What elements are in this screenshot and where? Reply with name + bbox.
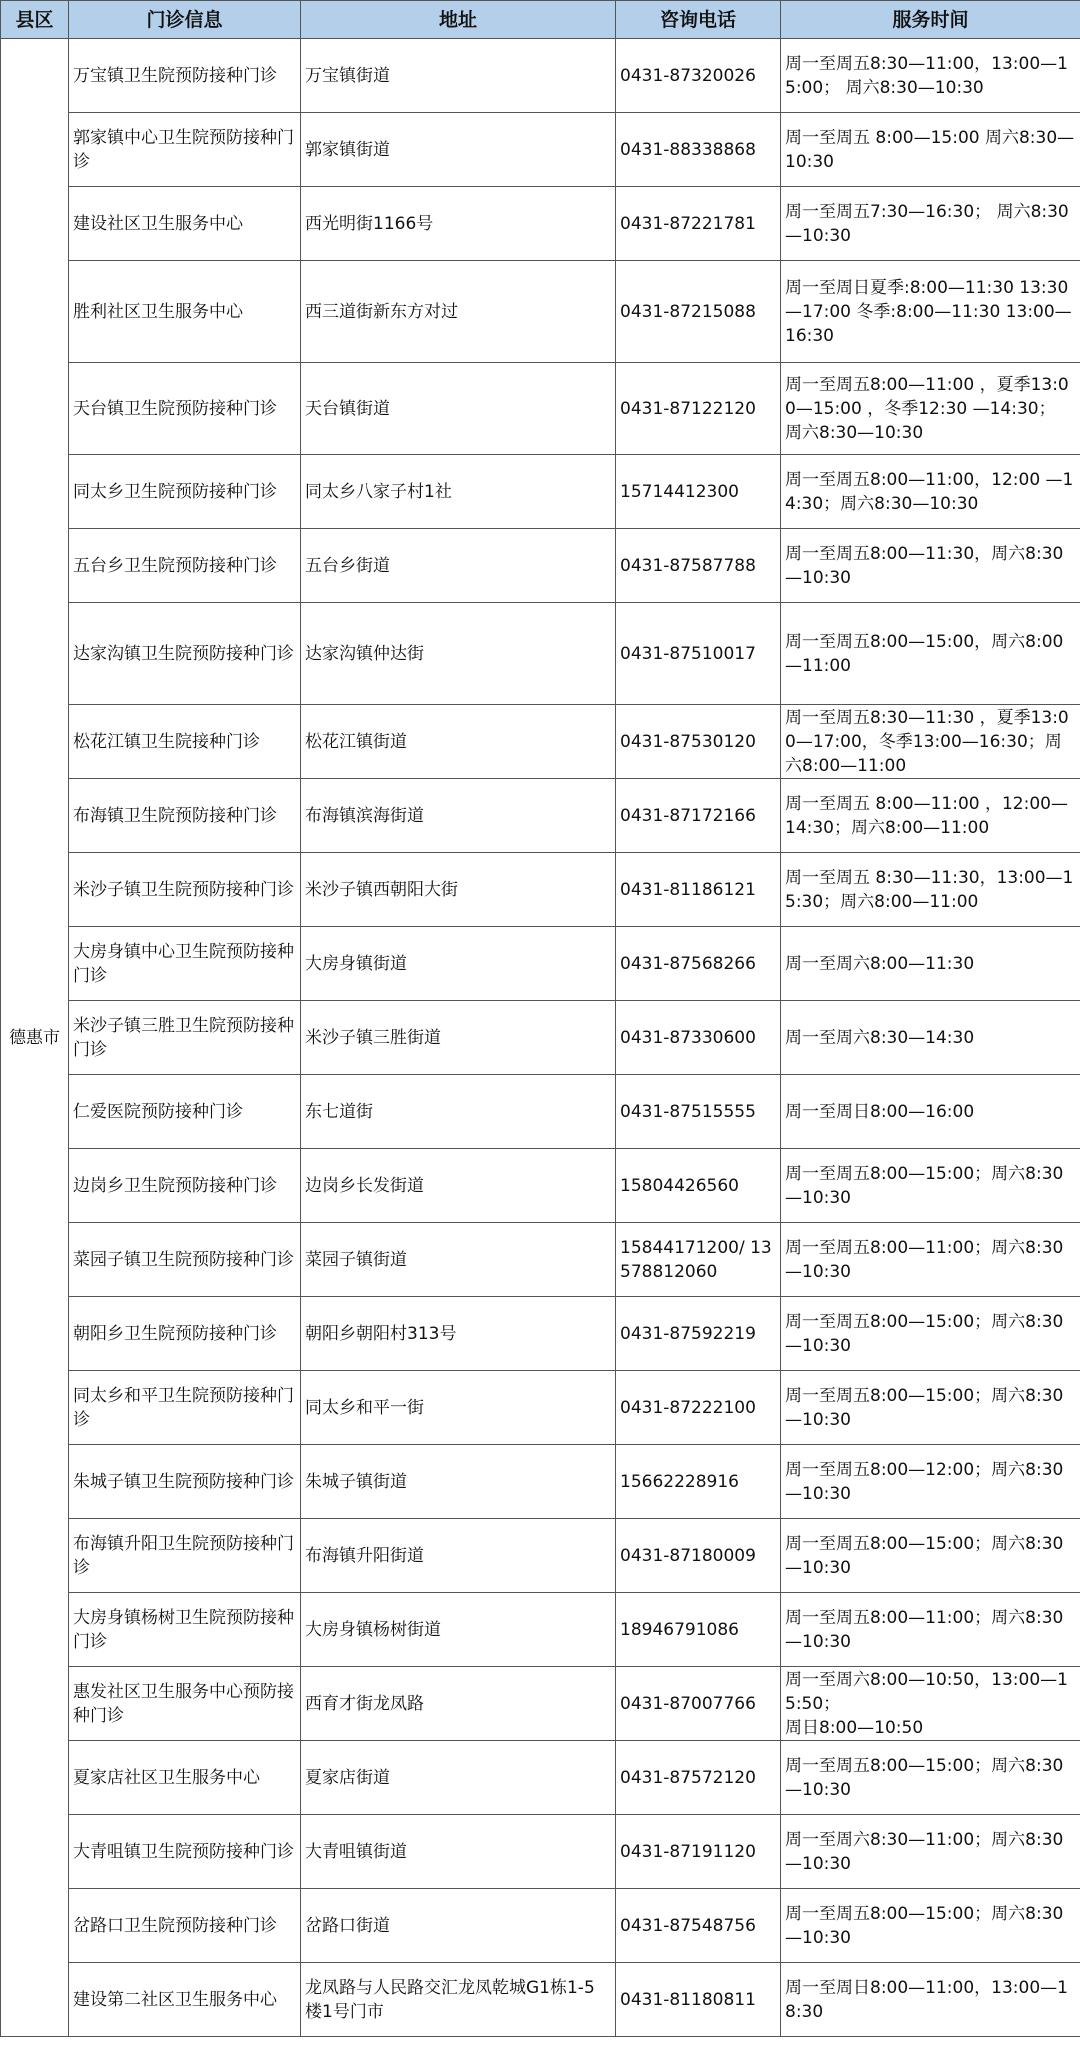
hours-cell: 周一至周五7:30—16:30； 周六8:30—10:30: [781, 187, 1080, 261]
address-cell: 朱城子镇街道: [301, 1445, 616, 1519]
clinic-name-cell: 建设社区卫生服务中心: [69, 187, 301, 261]
phone-cell: 0431-87530120: [616, 705, 781, 779]
address-cell: 菜园子镇街道: [301, 1223, 616, 1297]
table-row: [1, 1963, 1080, 2037]
phone-cell: 0431-87568266: [616, 927, 781, 1001]
clinic-name-cell: 岔路口卫生院预防接种门诊: [69, 1889, 301, 1963]
county-cell: 德惠市: [1, 39, 69, 2037]
phone-cell: 0431-81186121: [616, 853, 781, 927]
table-row: [1, 1149, 1080, 1223]
clinic-name-cell: 大房身镇中心卫生院预防接种门诊: [69, 927, 301, 1001]
phone-cell: 0431-87221781: [616, 187, 781, 261]
table-body: [1, 39, 1080, 2037]
table-row: [1, 603, 1080, 705]
address-cell: 天台镇街道: [301, 363, 616, 455]
hours-cell: 周一至周五 8:30—11:30，13:00—15:30；周六8:00—11:00: [781, 853, 1080, 927]
clinic-name-cell: 建设第二社区卫生服务中心: [69, 1963, 301, 2037]
address-cell: 郭家镇街道: [301, 113, 616, 187]
hours-cell: 周一至周日8:00—11:00，13:00—18:30: [781, 1963, 1080, 2037]
clinic-name-cell: 达家沟镇卫生院预防接种门诊: [69, 603, 301, 705]
address-cell: 松花江镇街道: [301, 705, 616, 779]
hours-cell: 周一至周五8:00—11:00；周六8:30—10:30: [781, 1593, 1080, 1667]
phone-cell: 0431-87007766: [616, 1667, 781, 1741]
table-row: [1, 1223, 1080, 1297]
header-clinic: 门诊信息: [69, 1, 301, 39]
phone-cell: 0431-88338868: [616, 113, 781, 187]
address-cell: 万宝镇街道: [301, 39, 616, 113]
address-cell: 大房身镇杨树街道: [301, 1593, 616, 1667]
phone-cell: 0431-87222100: [616, 1371, 781, 1445]
clinic-name-cell: 米沙子镇三胜卫生院预防接种门诊: [69, 1001, 301, 1075]
hours-cell: 周一至周五8:00—15:00；周六8:30—10:30: [781, 1297, 1080, 1371]
clinic-name-cell: 五台乡卫生院预防接种门诊: [69, 529, 301, 603]
clinic-name-cell: 仁爱医院预防接种门诊: [69, 1075, 301, 1149]
address-cell: 岔路口街道: [301, 1889, 616, 1963]
table-row: [1, 1741, 1080, 1815]
table-row: [1, 455, 1080, 529]
address-cell: 西三道街新东方对过: [301, 261, 616, 363]
header-county: 县区: [1, 1, 69, 39]
table-row: [1, 39, 1080, 113]
address-cell: 边岗乡长发街道: [301, 1149, 616, 1223]
header-phone: 咨询电话: [616, 1, 781, 39]
table-row: [1, 187, 1080, 261]
clinic-name-cell: 朱城子镇卫生院预防接种门诊: [69, 1445, 301, 1519]
hours-cell: 周一至周五8:00—15:00；周六8:30—10:30: [781, 1741, 1080, 1815]
address-cell: 米沙子镇三胜街道: [301, 1001, 616, 1075]
hours-cell: 周一至周五8:00—11:00 ，夏季13:00—15:00 ，冬季12:30 —14:30； 周六8:30—10:30: [781, 363, 1080, 455]
phone-cell: 0431-87180009: [616, 1519, 781, 1593]
hours-cell: 周一至周五8:00—15:00；周六8:30—10:30: [781, 1371, 1080, 1445]
clinic-name-cell: 郭家镇中心卫生院预防接种门诊: [69, 113, 301, 187]
address-cell: 大房身镇街道: [301, 927, 616, 1001]
hours-cell: 周一至周六8:00—11:30: [781, 927, 1080, 1001]
clinic-name-cell: 边岗乡卫生院预防接种门诊: [69, 1149, 301, 1223]
phone-cell: 15844171200/ 13578812060: [616, 1223, 781, 1297]
clinic-name-cell: 布海镇升阳卫生院预防接种门诊: [69, 1519, 301, 1593]
table-row: [1, 1815, 1080, 1889]
phone-cell: 0431-87215088: [616, 261, 781, 363]
hours-cell: 周一至周五8:00—15:00；周六8:30—10:30: [781, 1149, 1080, 1223]
phone-cell: 0431-87587788: [616, 529, 781, 603]
clinic-name-cell: 松花江镇卫生院接种门诊: [69, 705, 301, 779]
hours-cell: 周一至周五 8:00—11:00 ，12:00—14:30；周六8:00—11:00: [781, 779, 1080, 853]
header-address: 地址: [301, 1, 616, 39]
address-cell: 同太乡八家子村1社: [301, 455, 616, 529]
phone-cell: 0431-81180811: [616, 1963, 781, 2037]
hours-cell: 周一至周五8:30—11:00，13:00—15:00； 周六8:30—10:30: [781, 39, 1080, 113]
table-row: [1, 1889, 1080, 1963]
hours-cell: 周一至周日8:00—16:00: [781, 1075, 1080, 1149]
clinic-name-cell: 惠发社区卫生服务中心预防接种门诊: [69, 1667, 301, 1741]
address-cell: 布海镇升阳街道: [301, 1519, 616, 1593]
address-cell: 朝阳乡朝阳村313号: [301, 1297, 616, 1371]
table-row: [1, 113, 1080, 187]
address-cell: 达家沟镇仲达街: [301, 603, 616, 705]
address-cell: 夏家店街道: [301, 1741, 616, 1815]
address-cell: 龙凤路与人民路交汇龙凤乾城G1栋1-5楼1号门市: [301, 1963, 616, 2037]
table-row: [1, 1371, 1080, 1445]
address-cell: 五台乡街道: [301, 529, 616, 603]
table-row: [1, 705, 1080, 779]
table-row: [1, 1519, 1080, 1593]
table-row: [1, 1593, 1080, 1667]
clinic-name-cell: 同太乡和平卫生院预防接种门诊: [69, 1371, 301, 1445]
address-cell: 东七道街: [301, 1075, 616, 1149]
table-row: [1, 1001, 1080, 1075]
hours-cell: 周一至周五8:00—15:00；周六8:30—10:30: [781, 1889, 1080, 1963]
clinic-name-cell: 大青咀镇卫生院预防接种门诊: [69, 1815, 301, 1889]
hours-cell: 周一至周五8:00—15:00；周六8:30—10:30: [781, 1519, 1080, 1593]
phone-cell: 15714412300: [616, 455, 781, 529]
table-row: [1, 779, 1080, 853]
header-hours: 服务时间: [781, 1, 1080, 39]
phone-cell: 0431-87572120: [616, 1741, 781, 1815]
table-row: [1, 927, 1080, 1001]
clinic-name-cell: 夏家店社区卫生服务中心: [69, 1741, 301, 1815]
phone-cell: 0431-87172166: [616, 779, 781, 853]
hours-cell: 周一至周五8:00—11:00，12:00 —14:30；周六8:30—10:30: [781, 455, 1080, 529]
table-row: [1, 1667, 1080, 1741]
clinic-name-cell: 天台镇卫生院预防接种门诊: [69, 363, 301, 455]
hours-cell: 周一至周五8:00—15:00，周六8:00—11:00: [781, 603, 1080, 705]
clinic-name-cell: 布海镇卫生院预防接种门诊: [69, 779, 301, 853]
address-cell: 西育才街龙凤路: [301, 1667, 616, 1741]
hours-cell: 周一至周五 8:00—15:00 周六8:30—10:30: [781, 113, 1080, 187]
hours-cell: 周一至周六8:30—14:30: [781, 1001, 1080, 1075]
hours-cell: 周一至周六8:30—11:00；周六8:30—10:30: [781, 1815, 1080, 1889]
table-row: [1, 363, 1080, 455]
phone-cell: 15804426560: [616, 1149, 781, 1223]
table-row: [1, 853, 1080, 927]
address-cell: 同太乡和平一街: [301, 1371, 616, 1445]
clinic-name-cell: 大房身镇杨树卫生院预防接种门诊: [69, 1593, 301, 1667]
clinic-name-cell: 菜园子镇卫生院预防接种门诊: [69, 1223, 301, 1297]
phone-cell: 0431-87330600: [616, 1001, 781, 1075]
table-row: [1, 261, 1080, 363]
phone-cell: 0431-87191120: [616, 1815, 781, 1889]
address-cell: 布海镇滨海街道: [301, 779, 616, 853]
hours-cell: 周一至周六8:00—10:50，13:00—15:50； 周日8:00—10:50: [781, 1667, 1080, 1741]
clinic-name-cell: 胜利社区卫生服务中心: [69, 261, 301, 363]
address-cell: 大青咀镇街道: [301, 1815, 616, 1889]
phone-cell: 15662228916: [616, 1445, 781, 1519]
table-row: [1, 1445, 1080, 1519]
phone-cell: 0431-87122120: [616, 363, 781, 455]
clinic-name-cell: 朝阳乡卫生院预防接种门诊: [69, 1297, 301, 1371]
hours-cell: 周一至周五8:00—12:00；周六8:30—10:30: [781, 1445, 1080, 1519]
table-row: [1, 529, 1080, 603]
phone-cell: 0431-87592219: [616, 1297, 781, 1371]
hours-cell: 周一至周五8:00—11:00；周六8:30—10:30: [781, 1223, 1080, 1297]
clinic-name-cell: 万宝镇卫生院预防接种门诊: [69, 39, 301, 113]
table-row: [1, 1297, 1080, 1371]
hours-cell: 周一至周日夏季:8:00—11:30 13:30—17:00 冬季:8:00—11:30 13:00—16:30: [781, 261, 1080, 363]
phone-cell: 0431-87515555: [616, 1075, 781, 1149]
phone-cell: 18946791086: [616, 1593, 781, 1667]
phone-cell: 0431-87548756: [616, 1889, 781, 1963]
clinic-name-cell: 米沙子镇卫生院预防接种门诊: [69, 853, 301, 927]
address-cell: 米沙子镇西朝阳大街: [301, 853, 616, 927]
clinic-name-cell: 同太乡卫生院预防接种门诊: [69, 455, 301, 529]
phone-cell: 0431-87510017: [616, 603, 781, 705]
table-row: [1, 1075, 1080, 1149]
hours-cell: 周一至周五8:00—11:30，周六8:30—10:30: [781, 529, 1080, 603]
hours-cell: 周一至周五8:30—11:30 ，夏季13:00—17:00，冬季13:00—16:30；周六8:00—11:00: [781, 705, 1080, 779]
header-row: [1, 1, 1080, 39]
phone-cell: 0431-87320026: [616, 39, 781, 113]
address-cell: 西光明街1166号: [301, 187, 616, 261]
